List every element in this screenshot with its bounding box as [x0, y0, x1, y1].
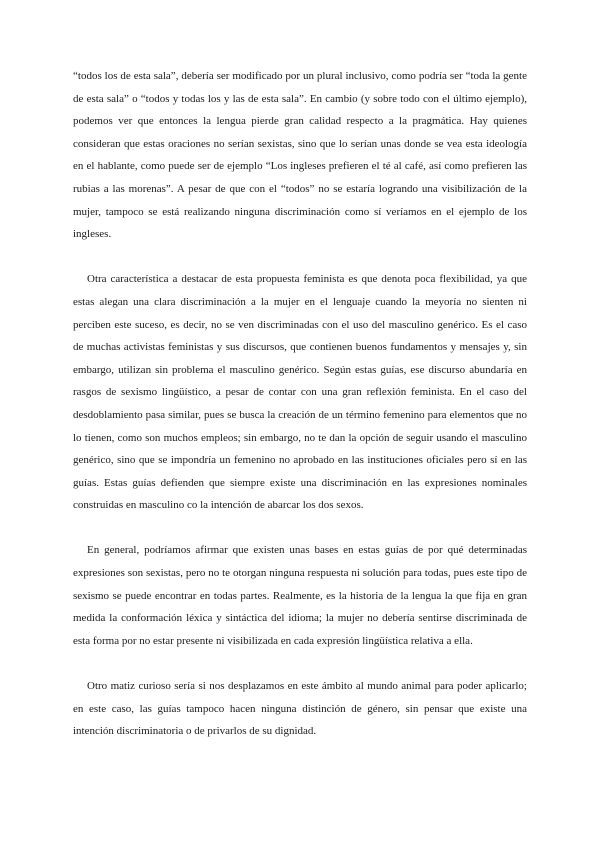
paragraph-4: Otro matiz curioso sería si nos desplazamos en este ámbito al mundo animal para poder aplicarlo; en este caso, las guías tampoco hacen ninguna distinción de género, sin pensar que existe una intención discriminatoria o de privarlos de su dignidad. [73, 680, 527, 738]
paragraph-3: En general, podríamos afirmar que existen unas bases en estas guías de por qué determinadas expresiones son sexistas, pero no te otorgan ninguna respuesta ni solución para todas, pues este tipo de sexismo se puede encontrar en todas partes. Realmente, es la historia de la lengua la que fija en gran medida la conformación léxica y sintáctica del idioma; la mujer no debería sentirse discriminada de esta forma por no estar presente ni visibilizada en cada expresión lingüística relativa a ella. [73, 544, 527, 647]
paragraph-1: “todos los de esta sala”, debería ser modificado por un plural inclusivo, como podría ser “toda la gente de esta sala” o “todos y todas los y las de esta sala”. En cambio (y sobre todo con el último ejemplo), podemos ver que entonces la lengua pierde gran calidad respecto a la pragmática. Hay quienes consideran que estas oraciones no serían sexistas, sino que lo serían unas donde se vea esta ideología en el hablante, como puede ser de ejemplo “Los ingleses prefieren el té al café, así como prefieren las rubias a las morenas”. A pesar de que con el “todos” no se estaría logrando una visibilización de la mujer, tampoco se está realizando ninguna discriminación como sí veríamos en el ejemplo de los ingleses. [73, 70, 527, 241]
paragraph-2: Otra característica a destacar de esta propuesta feminista es que denota poca flexibilidad, ya que estas alegan una clara discriminación a la mujer en el lenguaje cuando la meyoría no sienten ni perciben este suceso, es decir, no se ven discriminadas con el uso del masculino genérico. Es el caso de muchas activistas feministas y sus discursos, que contienen buenos fundamentos y mensajes y, sin embargo, utilizan sin problema el masculino genérico. Según estas guías, ese discurso abundaría en rasgos de sexismo lingüístico, a pesar de contar con una gran reflexión feminista. En el caso del desdoblamiento pasa similar, pues se busca la creación de un término femenino para elementos que no lo tienen, como son muchos empleos; sin embargo, no te dan la opción de seguir usando el masculino genérico, sino que se impondría un femenino no aprobado en las instituciones oficiales pero sí en las guías. Estas guías defienden que siempre existe una discriminación en las expresiones nominales construidas en masculino co la intención de abarcar los dos sexos. [73, 273, 527, 512]
document-page [73, 65, 527, 765]
